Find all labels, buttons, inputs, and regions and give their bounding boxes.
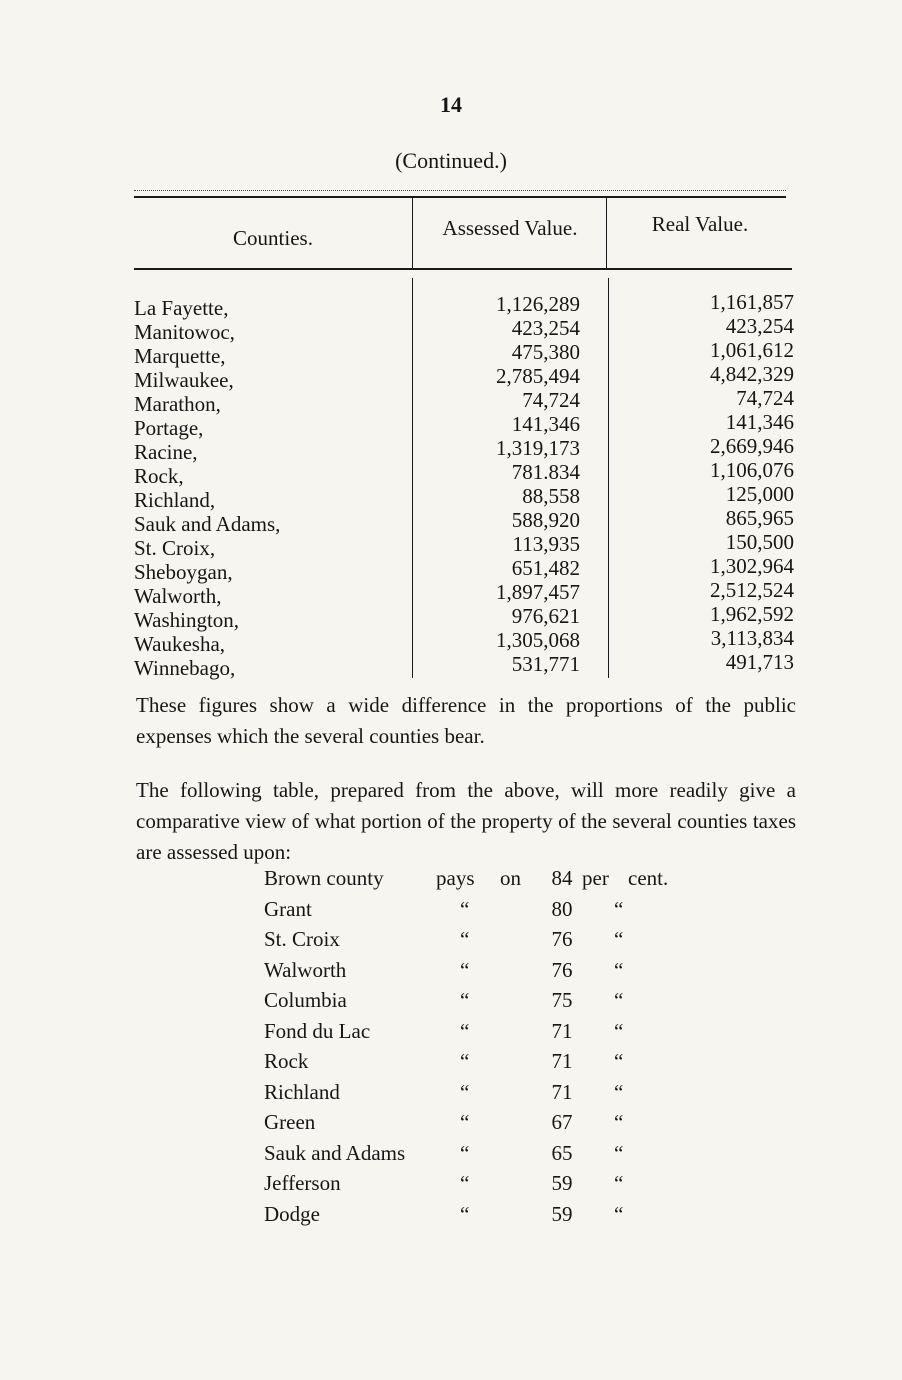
county-name: Sauk and Adams, xyxy=(134,512,281,536)
county-name: Richland, xyxy=(134,488,216,512)
table-row xyxy=(134,554,794,584)
table-row xyxy=(134,314,794,344)
percent-value: 59 xyxy=(551,1201,573,1226)
county-name: Walworth, xyxy=(134,584,222,608)
county-name: Grant xyxy=(264,896,312,921)
county-name: Portage, xyxy=(134,416,204,440)
assessed-value: 588,920 xyxy=(511,508,580,532)
ditto-mark: “ xyxy=(614,896,624,921)
assessed-value: 1,319,173 xyxy=(496,436,580,460)
table-row xyxy=(134,290,794,320)
percentage-row xyxy=(264,1171,704,1202)
ditto-mark: “ xyxy=(460,1171,470,1195)
percentage-row xyxy=(264,1110,704,1141)
county-name: Dodge xyxy=(264,1201,320,1226)
table-row xyxy=(134,506,794,536)
county-name: Marquette, xyxy=(134,344,226,368)
ditto-mark: “ xyxy=(614,1140,624,1165)
percentage-row xyxy=(264,958,704,989)
header-counties: Counties. xyxy=(233,226,313,250)
county-table-body xyxy=(134,290,794,680)
header-row-cent: cent. xyxy=(628,866,669,890)
ditto-mark: “ xyxy=(460,1049,470,1073)
real-value: 2,669,946 xyxy=(710,434,794,458)
ditto-mark: “ xyxy=(460,1079,470,1104)
header-row-name: Brown county xyxy=(264,866,384,890)
percent-value: 80 xyxy=(551,896,573,921)
percentage-row xyxy=(264,1141,704,1172)
county-name: St. Croix, xyxy=(134,536,216,560)
ditto-mark: “ xyxy=(614,1018,624,1043)
assessed-value: 781.834 xyxy=(511,460,580,484)
ditto-mark: “ xyxy=(614,1049,624,1073)
table-row xyxy=(134,362,794,392)
county-name: Rock, xyxy=(134,464,184,488)
real-value: 1,061,612 xyxy=(710,338,794,362)
county-name: St. Croix xyxy=(264,927,340,951)
county-name: Sauk and Adams xyxy=(264,1140,406,1165)
header-divider-2 xyxy=(606,198,607,268)
ditto-mark: “ xyxy=(614,1110,624,1134)
ditto-mark: “ xyxy=(460,927,470,951)
percentage-row xyxy=(264,897,704,928)
county-name: Walworth xyxy=(264,957,347,982)
ditto-mark: “ xyxy=(460,896,470,921)
table-caption: (Continued.) xyxy=(395,148,507,173)
assessed-value: 1,126,289 xyxy=(496,292,580,316)
percent-value: 67 xyxy=(551,1110,573,1134)
assessed-value: 113,935 xyxy=(512,532,580,556)
paragraph-figures-note: These figures show a wide difference in the proportions of the public expenses which the several counties bear. xyxy=(136,693,796,748)
county-name: Waukesha, xyxy=(134,632,226,656)
real-value: 4,842,329 xyxy=(710,362,794,386)
table-row xyxy=(134,626,794,656)
header-row-pays: pays xyxy=(436,866,475,890)
ditto-mark: “ xyxy=(460,1140,470,1165)
ditto-mark: “ xyxy=(614,988,624,1012)
assessed-value: 88,558 xyxy=(522,484,580,508)
county-name: Winnebago, xyxy=(134,656,236,680)
table-row xyxy=(134,338,794,368)
real-value: 150,500 xyxy=(725,530,794,554)
page-number: 14 xyxy=(440,92,462,117)
ditto-mark: “ xyxy=(460,1018,470,1043)
real-value: 74,724 xyxy=(736,386,794,410)
table-row xyxy=(134,650,794,680)
assessed-value: 1,305,068 xyxy=(496,628,580,652)
percent-value: 59 xyxy=(551,1171,573,1195)
assessed-value: 423,254 xyxy=(511,316,580,340)
real-value: 1,106,076 xyxy=(710,458,794,482)
real-value: 141,346 xyxy=(725,410,794,434)
header-row-per: per xyxy=(582,866,609,890)
percent-value: 76 xyxy=(551,957,573,982)
paragraph-following-table: The following table, prepared from the above, will more readily give a comparative view of what portion of the property of the several counties taxes are assessed upon: xyxy=(136,778,796,864)
percentage-row xyxy=(264,988,704,1019)
ditto-mark: “ xyxy=(614,1079,624,1104)
assessed-value: 2,785,494 xyxy=(496,364,580,388)
header-row-on: on xyxy=(500,866,521,890)
ditto-mark: “ xyxy=(614,1171,624,1195)
ditto-mark: “ xyxy=(460,1201,470,1226)
real-value: 2,512,524 xyxy=(710,578,794,602)
county-name: Washington, xyxy=(134,608,240,632)
percent-value: 65 xyxy=(551,1140,573,1165)
county-name: Richland xyxy=(264,1079,340,1104)
assessed-value: 651,482 xyxy=(511,556,580,580)
header-divider-1 xyxy=(412,198,413,268)
ditto-mark: “ xyxy=(614,957,624,982)
table-row xyxy=(134,386,794,416)
ditto-mark: “ xyxy=(460,988,470,1012)
county-name: Milwaukee, xyxy=(134,368,234,392)
table-top-rule xyxy=(134,196,786,198)
assessed-value: 1,897,457 xyxy=(496,580,580,604)
real-value: 1,962,592 xyxy=(710,602,794,626)
header-row-percent: 84 xyxy=(551,866,573,890)
table-row xyxy=(134,602,794,632)
county-name: Columbia xyxy=(264,988,347,1012)
percent-value: 71 xyxy=(551,1018,573,1043)
percent-value: 75 xyxy=(551,988,573,1012)
real-value: 491,713 xyxy=(725,650,794,674)
real-value: 1,302,964 xyxy=(710,554,794,578)
percent-value: 76 xyxy=(551,927,573,951)
percent-value: 71 xyxy=(551,1049,573,1073)
percent-value: 71 xyxy=(551,1079,573,1104)
county-name: Green xyxy=(264,1110,316,1134)
percentage-row xyxy=(264,1202,704,1233)
assessed-value: 74,724 xyxy=(522,388,580,412)
header-assessed-value: Assessed Value. xyxy=(442,216,578,240)
table-row xyxy=(134,458,794,488)
real-value: 423,254 xyxy=(725,314,794,338)
percentage-row xyxy=(264,1019,704,1050)
county-name: Marathon, xyxy=(134,392,221,416)
county-name: Fond du Lac xyxy=(264,1018,371,1043)
table-header-rule xyxy=(134,268,792,270)
percentage-row xyxy=(264,1080,704,1111)
assessed-value: 141,346 xyxy=(511,412,580,436)
ditto-mark: “ xyxy=(614,927,624,951)
county-name: Jefferson xyxy=(264,1171,341,1195)
assessed-value: 475,380 xyxy=(511,340,580,364)
real-value: 125,000 xyxy=(725,482,794,506)
percentage-row xyxy=(264,1049,704,1080)
table-row xyxy=(134,578,794,608)
county-name: Manitowoc, xyxy=(134,320,235,344)
table-row xyxy=(134,482,794,512)
county-name: Racine, xyxy=(134,440,198,464)
percentage-header-row xyxy=(264,866,704,897)
county-name: La Fayette, xyxy=(134,296,229,320)
ditto-mark: “ xyxy=(460,1110,470,1134)
dotted-rule xyxy=(134,190,786,191)
real-value: 865,965 xyxy=(725,506,794,530)
county-name: Rock xyxy=(264,1049,309,1073)
county-name: Sheboygan, xyxy=(134,560,233,584)
header-real-value: Real Value. xyxy=(651,212,749,236)
table-row xyxy=(134,530,794,560)
percentage-table xyxy=(264,866,704,1232)
percentage-row xyxy=(264,927,704,958)
assessed-value: 976,621 xyxy=(511,604,580,628)
table-row xyxy=(134,434,794,464)
real-value: 1,161,857 xyxy=(710,290,794,314)
real-value: 3,113,834 xyxy=(710,626,794,650)
assessed-value: 531,771 xyxy=(511,652,580,676)
ditto-mark: “ xyxy=(460,957,470,982)
table-row xyxy=(134,410,794,440)
ditto-mark: “ xyxy=(614,1201,624,1226)
